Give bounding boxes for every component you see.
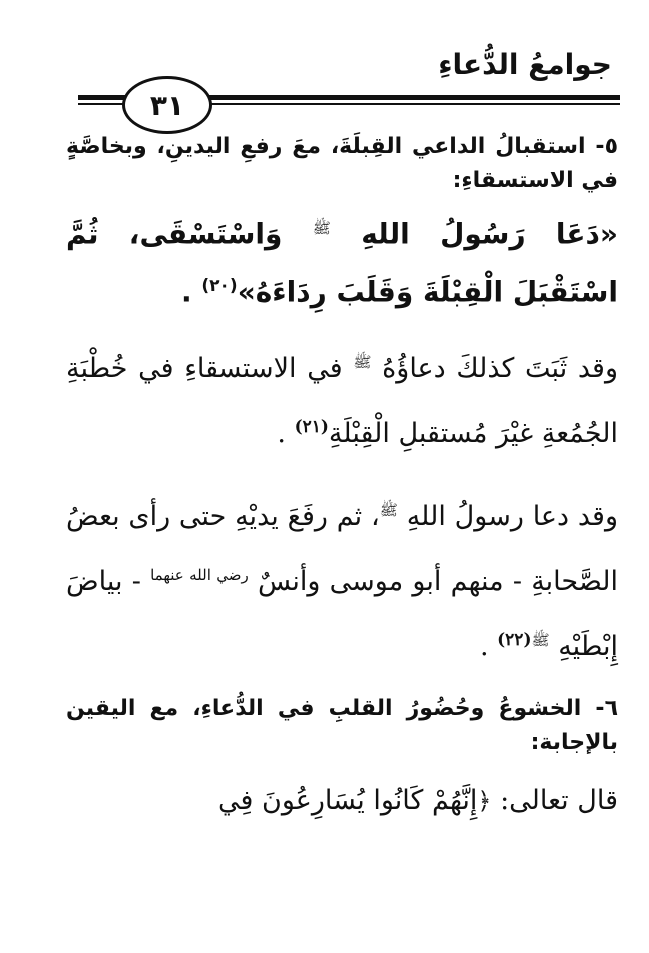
hadith-text-end: وَاسْتَسْقَى، ثُمَّ اسْتَقْبَلَ الْقِبْلَةَ وَقَلَبَ رِدَاءَهُ» <box>66 217 618 309</box>
footnote-ref-20: (٢٠) <box>201 276 238 297</box>
hadith-text-start: «دَعَا رَسُولُ اللهِ <box>361 217 619 251</box>
paragraph-1 <box>66 333 618 463</box>
salla-honorific: ﷺ <box>312 219 331 237</box>
book-title: جوامعُ الدُّعاءِ <box>438 48 612 81</box>
page-header <box>70 40 620 140</box>
sentence-end: . <box>277 417 286 449</box>
salla-honorific: ﷺ <box>531 630 550 649</box>
paragraph-2-middle: ، ثم رفَعَ يديْهِ حتى رأى بعضُ الصَّحابةِ - منهم أبو موسى وأنسٌ <box>66 500 618 597</box>
salla-honorific: ﷺ <box>353 352 372 371</box>
sentence-end: . <box>479 630 489 662</box>
sentence-end: . <box>180 275 192 309</box>
radi-honorific: رضي الله عنهما <box>150 565 249 584</box>
page-body <box>66 130 618 830</box>
salla-honorific: ﷺ <box>379 500 398 519</box>
paragraph-2-start: وقد دعا رسولُ اللهِ <box>406 500 618 532</box>
footnote-ref-21: (٢١) <box>294 416 329 437</box>
paragraph-2 <box>66 481 618 676</box>
quran-quote-line <box>66 772 618 830</box>
paragraph-2-end: - بياضَ إِبْطَيْهِ <box>66 565 618 662</box>
section-5-heading: ٥- استقبالُ الداعي القِبلَةَ، معَ رفعِ اليدينِ، وبخاصَّةٍ في الاستسقاءِ: <box>66 134 618 193</box>
paragraph-1-end: في الاستسقاءِ في خُطْبَةِ الجُمُعةِ غيْرَ مُستقبلِ الْقِبْلَةِ <box>66 352 618 449</box>
page-number: ٣١ <box>149 88 185 122</box>
hadith-quote <box>66 202 618 319</box>
paragraph-1-start: وقد ثَبَتَ كذلكَ دعاؤُهُ <box>382 352 619 384</box>
quran-open-bracket: ﴿ <box>477 786 492 815</box>
quote-intro: قال تعالى: <box>500 784 618 816</box>
section-6-heading: ٦- الخشوعُ وحُضُورُ القلبِ في الدُّعاءِ، مع اليقين بالإجابة: <box>66 695 618 755</box>
footnote-ref-22: (٢٢) <box>497 629 532 650</box>
page-number-oval <box>122 76 212 134</box>
quran-verse-text: إِنَّهُمْ كَانُوا يُسَارِعُونَ فِي <box>218 784 478 816</box>
